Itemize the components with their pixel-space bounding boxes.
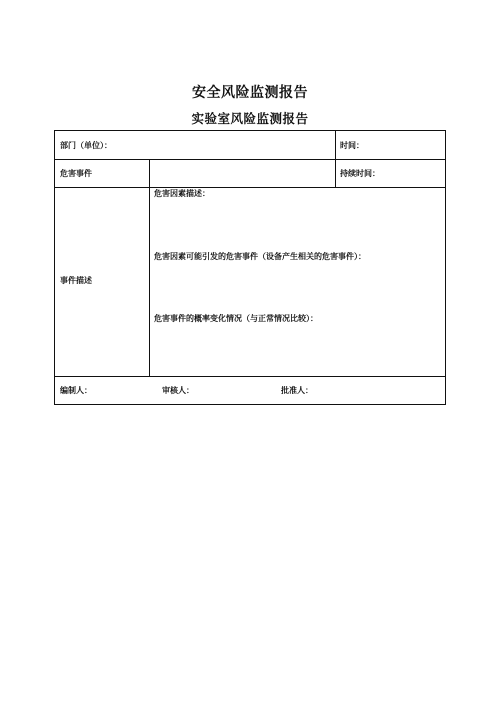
document-title: 安全风险监测报告	[192, 85, 308, 101]
time-label: 时间：	[340, 141, 364, 150]
department-label: 部门（单位）：	[60, 141, 112, 150]
row-divider-3	[55, 376, 445, 377]
approved-by-label: 批准人：	[281, 386, 313, 395]
row-divider-1	[55, 159, 445, 160]
reviewed-by-label: 审核人：	[162, 386, 194, 395]
hazard-factor-description: 危害因素描述：	[154, 189, 210, 198]
row-divider-2	[55, 187, 445, 188]
col-divider-time	[335, 131, 336, 187]
probability-change: 危害事件的概率变化情况（与正常情况比较）：	[154, 314, 318, 323]
document-subtitle: 实验室风险监测报告	[191, 111, 309, 126]
hazard-event-label: 危害事件	[60, 169, 92, 178]
possible-hazard-events: 危害因素可能引发的危害事件（设备产生相关的危害事件）：	[154, 252, 366, 261]
duration-label: 持续时间：	[340, 169, 380, 178]
prepared-by-label: 编制人：	[60, 386, 92, 395]
report-form-table	[54, 130, 446, 405]
event-description-label: 事件描述	[60, 276, 92, 285]
col-divider-label	[149, 159, 150, 376]
